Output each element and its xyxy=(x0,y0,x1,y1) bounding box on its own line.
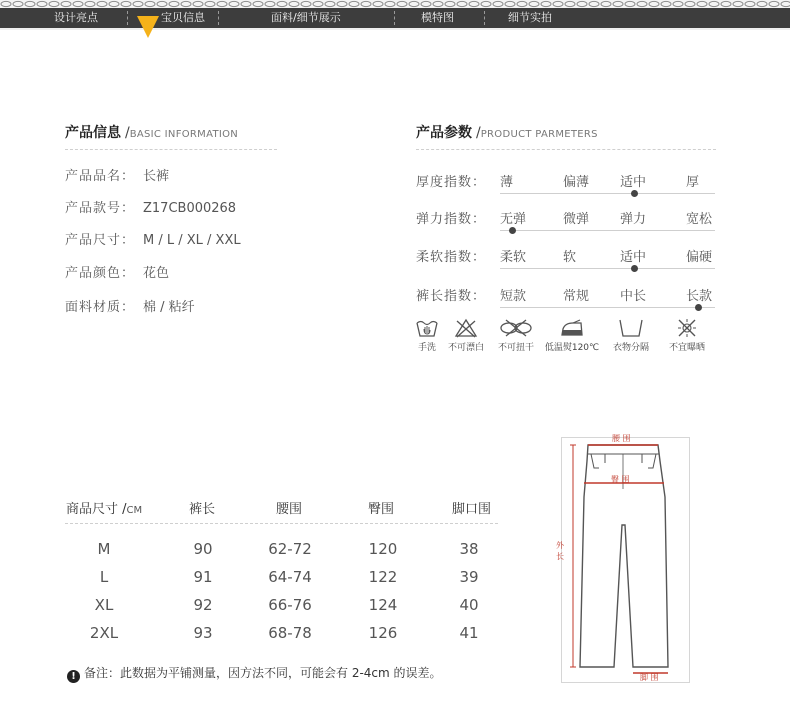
param-option: 无弹 xyxy=(500,212,527,227)
param-label: 厚度指数： xyxy=(416,175,487,190)
table-cell: 64-74 xyxy=(268,568,312,586)
table-cell: 126 xyxy=(368,624,398,642)
divider xyxy=(416,149,716,150)
care-item-no-sun xyxy=(660,318,714,353)
table-header-waist: 腰围 xyxy=(276,502,303,517)
info-row-color xyxy=(65,262,169,281)
nav-separator xyxy=(484,11,485,25)
table-cell: M xyxy=(97,540,111,558)
param-option: 弹力 xyxy=(620,212,647,227)
nav-separator xyxy=(394,11,395,25)
separate-wash-icon xyxy=(617,318,645,338)
care-label: 不宜曝晒 xyxy=(668,343,705,353)
param-scale-track xyxy=(500,193,715,194)
param-scale-track xyxy=(500,307,715,308)
table-cell: 122 xyxy=(368,568,398,586)
table-cell: 38 xyxy=(459,540,479,558)
param-label: 弹力指数： xyxy=(416,212,487,227)
note-text: 备注：此数据为平铺测量，因方法不同，可能会有 2-4cm 的误差。 xyxy=(84,666,442,680)
table-cell: 92 xyxy=(193,596,213,614)
param-option: 宽松 xyxy=(686,212,713,227)
table-cell: 2XL xyxy=(89,624,119,642)
table-cell: 62-72 xyxy=(268,540,312,558)
param-option: 微弹 xyxy=(563,212,590,227)
product-params-title-en: PRODUCT PARMETERS xyxy=(480,129,598,140)
product-info-heading: 产品信息 /BASIC INFORMATION xyxy=(65,125,239,141)
care-label: 不可漂白 xyxy=(447,343,484,353)
param-scale-track xyxy=(500,230,715,231)
table-cell: XL xyxy=(94,596,114,614)
info-value: 长裤 xyxy=(143,169,170,184)
info-label: 产品款号： xyxy=(65,201,136,216)
info-label: 产品尺寸： xyxy=(65,233,136,248)
param-option: 长款 xyxy=(686,289,713,304)
top-nav-bar xyxy=(0,0,790,30)
warning-icon: ! xyxy=(67,670,80,683)
table-cell: 90 xyxy=(193,540,213,558)
info-value: 棉 / 粘纤 xyxy=(143,300,195,315)
hem-label: 脚 围 xyxy=(640,673,659,682)
nav-item-detail-photos[interactable]: 细节实拍 xyxy=(508,11,552,24)
nav-item-product-info[interactable]: 宝贝信息 xyxy=(161,11,205,24)
care-item-separate xyxy=(606,318,656,353)
table-header-hip: 臀围 xyxy=(368,502,395,517)
care-item-low-iron xyxy=(542,318,602,353)
param-option: 偏薄 xyxy=(563,175,590,190)
param-option: 柔软 xyxy=(500,250,527,265)
hip-label: 臀 围 xyxy=(611,475,630,484)
param-option: 软 xyxy=(563,250,577,265)
param-option: 偏硬 xyxy=(686,250,713,265)
table-cell: 93 xyxy=(193,624,213,642)
care-label: 手洗 xyxy=(417,343,436,353)
table-cell: 39 xyxy=(459,568,479,586)
product-info-title-en: BASIC INFORMATION xyxy=(129,129,239,140)
table-cell: 68-78 xyxy=(268,624,312,642)
hand-wash-icon xyxy=(415,318,439,338)
length-label-1: 外 xyxy=(556,541,564,550)
low-iron-icon xyxy=(559,318,585,338)
no-sun-dry-icon xyxy=(676,318,698,338)
param-selected-dot xyxy=(631,190,638,197)
param-scale-track xyxy=(500,268,715,269)
table-cell: 66-76 xyxy=(268,596,312,614)
table-cell: L xyxy=(99,568,109,586)
care-label: 衣物分隔 xyxy=(612,343,649,353)
info-label: 产品颜色： xyxy=(65,266,136,281)
table-cell: 40 xyxy=(459,596,479,614)
measurement-note xyxy=(67,664,442,683)
no-wring-icon xyxy=(498,318,534,338)
nav-separator xyxy=(127,11,128,25)
param-option: 厚 xyxy=(686,175,700,190)
table-cell: 41 xyxy=(459,624,479,642)
care-item-no-bleach xyxy=(444,318,488,353)
divider xyxy=(65,149,277,150)
param-option: 短款 xyxy=(500,289,527,304)
product-params-title: 产品参数 xyxy=(416,125,472,141)
table-header-label: 商品尺寸 xyxy=(66,502,119,517)
nav-separator xyxy=(218,11,219,25)
param-option: 适中 xyxy=(620,250,647,265)
no-bleach-icon xyxy=(454,318,478,338)
param-option: 常规 xyxy=(563,289,590,304)
table-header-size: 商品尺寸 /CM xyxy=(66,502,143,517)
table-header-hem: 脚口围 xyxy=(452,502,492,517)
param-option: 适中 xyxy=(620,175,647,190)
table-cell: 91 xyxy=(193,568,213,586)
care-label: 低温熨120℃ xyxy=(544,343,600,353)
care-label: 不可扭干 xyxy=(497,343,534,353)
param-selected-dot xyxy=(631,265,638,272)
param-option: 中长 xyxy=(620,289,647,304)
nav-item-fabric-detail[interactable]: 面料/细节展示 xyxy=(271,11,341,24)
length-label-2: 长 xyxy=(556,552,564,561)
info-label: 产品品名： xyxy=(65,169,136,184)
info-value: M / L / XL / XXL xyxy=(143,233,241,248)
info-row-sku xyxy=(65,197,236,216)
table-cell: 124 xyxy=(368,596,398,614)
param-option: 薄 xyxy=(500,175,514,190)
table-header-unit: CM xyxy=(126,505,143,516)
info-value: 花色 xyxy=(143,266,170,281)
nav-band xyxy=(0,8,790,28)
info-row-material xyxy=(65,296,195,315)
table-header-length: 裤长 xyxy=(189,502,216,517)
nav-active-marker-icon xyxy=(137,8,159,38)
product-info-title: 产品信息 xyxy=(65,125,121,141)
nav-item-design[interactable]: 设计亮点 xyxy=(54,11,98,24)
care-item-hand-wash xyxy=(412,318,442,353)
info-label: 面料材质： xyxy=(65,300,136,315)
table-divider xyxy=(65,523,498,524)
param-selected-dot xyxy=(509,227,516,234)
chain-border-decoration xyxy=(0,0,790,8)
table-cell: 120 xyxy=(368,540,398,558)
product-params-heading: 产品参数 /PRODUCT PARMETERS xyxy=(416,125,598,141)
care-item-no-wring xyxy=(492,318,540,353)
param-label: 裤长指数： xyxy=(416,289,487,304)
param-selected-dot xyxy=(695,304,702,311)
waist-label: 腰 围 xyxy=(612,434,631,443)
nav-item-model[interactable]: 模特图 xyxy=(421,11,454,24)
info-value: Z17CB000268 xyxy=(143,201,237,216)
info-row-name xyxy=(65,165,169,184)
param-label: 柔软指数： xyxy=(416,250,487,265)
info-row-size xyxy=(65,229,241,248)
